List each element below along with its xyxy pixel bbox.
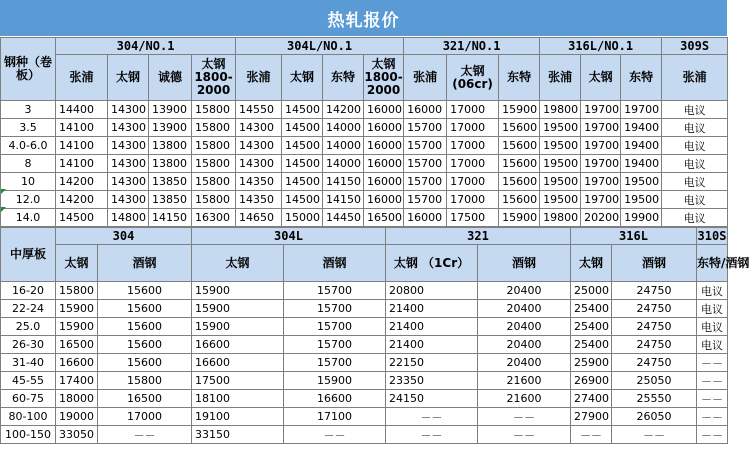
plate-mill-header: 东特/酒钢 [697,245,728,282]
plate-table-row [1,282,728,300]
price-cell: 15600 [98,336,192,354]
price-cell: 17100 [284,408,386,426]
price-cell: －－ [478,426,571,444]
plate-grade-header: 316L [571,228,697,245]
price-cell: 20400 [478,282,571,300]
plate-grade-header: 304 [56,228,192,245]
plate-table-row [1,372,728,390]
price-cell: 19500 [540,137,581,155]
price-cell: 16600 [192,336,284,354]
price-cell: 15700 [284,354,386,372]
plate-table-row [1,426,728,444]
coil-table-row [1,101,728,119]
price-cell: 18000 [56,390,98,408]
price-cell: 17000 [447,191,499,209]
price-cell: 14150 [323,173,364,191]
price-cell: 15600 [98,318,192,336]
coil-grade-header: 304L/NO.1 [236,38,404,55]
coil-grade-header: 304/NO.1 [56,38,236,55]
price-cell: 15800 [192,191,236,209]
price-cell: 16600 [284,390,386,408]
price-cell: 21600 [478,390,571,408]
price-cell: －－ [697,408,728,426]
price-cell: 15600 [499,155,540,173]
price-cell: 20800 [386,282,478,300]
coil-mill-header: 太钢 [108,55,149,101]
price-cell: 14100 [56,137,108,155]
price-cell: 13800 [149,137,192,155]
plate-table-row [1,318,728,336]
price-cell: 15900 [192,282,284,300]
plate-table-row [1,354,728,372]
price-cell: 电议 [697,300,728,318]
price-cell: 19500 [540,155,581,173]
coil-mill-header: 太钢 1800-2000 [192,55,236,101]
price-cell: 14350 [236,173,282,191]
plate-mill-header: 太钢 [571,245,612,282]
price-cell: 26050 [612,408,697,426]
price-cell: 19800 [540,209,581,227]
cell-note-marker [1,189,6,194]
price-cell: 15900 [56,318,98,336]
price-cell: －－ [697,426,728,444]
price-cell: 24750 [612,300,697,318]
price-cell: 15700 [284,336,386,354]
row-spec-cell: 10 [1,173,56,191]
row-spec-cell: 26-30 [1,336,56,354]
price-cell: 16000 [364,173,404,191]
price-cell: 19700 [581,155,621,173]
price-cell: 14150 [149,209,192,227]
price-cell: 24750 [612,354,697,372]
price-cell: 16000 [364,119,404,137]
price-cell: 13800 [149,155,192,173]
price-cell: 24750 [612,282,697,300]
price-cell: 15900 [499,101,540,119]
price-cell: 15700 [404,155,447,173]
price-cell: 19700 [581,173,621,191]
plate-mill-header: 酒钢 [478,245,571,282]
price-cell: 15800 [56,282,98,300]
price-cell: 16300 [192,209,236,227]
coil-table-body [1,101,728,227]
plate-table-row [1,300,728,318]
price-cell: 21400 [386,336,478,354]
price-cell: 17000 [447,101,499,119]
price-cell: 16000 [364,101,404,119]
price-cell: －－ [478,408,571,426]
price-cell: 19400 [621,155,662,173]
price-cell: 16000 [404,101,447,119]
coil-mill-header-row [1,55,728,101]
coil-mill-header: 张浦 [662,55,728,101]
price-cell: 15800 [192,155,236,173]
price-cell: 19700 [581,191,621,209]
price-cell: 19100 [192,408,284,426]
coil-table-row [1,155,728,173]
coil-mill-header: 张浦 [56,55,108,101]
price-cell: 20200 [581,209,621,227]
coil-mill-header: 太钢 1800-2000 [364,55,404,101]
price-cell: 24750 [612,318,697,336]
price-cell: 15700 [284,318,386,336]
coil-grade-header: 316L/NO.1 [540,38,662,55]
price-cell: 13900 [149,119,192,137]
price-cell: 16500 [98,390,192,408]
coil-price-table [0,37,728,227]
price-cell: 17500 [192,372,284,390]
price-cell: 14550 [236,101,282,119]
price-cell: －－ [571,426,612,444]
price-cell: 26900 [571,372,612,390]
plate-mill-header: 酒钢 [98,245,192,282]
price-cell: 电议 [662,173,728,191]
price-cell: 14500 [282,119,323,137]
price-cell: 15700 [404,119,447,137]
plate-mill-header: 太钢 [56,245,98,282]
row-spec-cell: 31-40 [1,354,56,372]
coil-table-row [1,209,728,227]
row-spec-cell: 16-20 [1,282,56,300]
price-cell: 24750 [612,336,697,354]
price-cell: 15700 [404,173,447,191]
price-cell: 电议 [662,191,728,209]
price-cell: 19700 [581,119,621,137]
price-cell: 33150 [192,426,284,444]
price-cell: 21400 [386,318,478,336]
price-cell: 14500 [282,173,323,191]
price-cell: 14300 [108,155,149,173]
price-cell: 17000 [98,408,192,426]
price-cell: 14300 [108,101,149,119]
price-cell: 16000 [364,137,404,155]
price-cell: 14300 [236,137,282,155]
price-cell: 33050 [56,426,98,444]
plate-grade-header-row [1,228,728,245]
price-cell: 14300 [108,137,149,155]
price-cell: 20400 [478,354,571,372]
price-cell: －－ [612,426,697,444]
price-cell: 19800 [540,101,581,119]
coil-mill-header: 张浦 [236,55,282,101]
row-spec-cell: 22-24 [1,300,56,318]
price-cell: 电议 [662,119,728,137]
title-bar [0,0,727,36]
price-cell: 18100 [192,390,284,408]
price-cell: 15900 [56,300,98,318]
row-spec-cell: 4.0-6.0 [1,137,56,155]
price-cell: 25400 [571,318,612,336]
coil-table-row [1,191,728,209]
price-cell: 25550 [612,390,697,408]
price-cell: 14300 [108,191,149,209]
plate-table-row [1,408,728,426]
price-cell: －－ [98,426,192,444]
price-cell: 14100 [56,155,108,173]
price-cell: 20400 [478,300,571,318]
price-cell: 17000 [447,137,499,155]
price-cell: 14100 [56,119,108,137]
price-cell: 14300 [108,119,149,137]
row-spec-cell: 100-150 [1,426,56,444]
plate-mill-header: 太钢 [192,245,284,282]
price-cell: 17400 [56,372,98,390]
price-cell: 14500 [282,101,323,119]
price-cell: 13850 [149,173,192,191]
price-cell: 14650 [236,209,282,227]
price-cell: 电议 [662,137,728,155]
price-cell: －－ [697,354,728,372]
price-cell: 27900 [571,408,612,426]
coil-grade-header: 309S [662,38,728,55]
price-cell: 15600 [499,173,540,191]
coil-mill-header: 张浦 [540,55,581,101]
price-cell: 15700 [404,191,447,209]
price-cell: 15900 [499,209,540,227]
price-cell: 27400 [571,390,612,408]
plate-table-body [1,282,728,444]
coil-spec-header: 钢种（卷板） [1,38,56,101]
plate-spec-header: 中厚板 [1,228,56,282]
row-spec-cell: 14.0 [1,209,56,227]
price-cell: 19500 [621,173,662,191]
price-cell: 15800 [192,173,236,191]
price-cell: －－ [386,426,478,444]
row-spec-cell: 45-55 [1,372,56,390]
price-cell: 19400 [621,137,662,155]
price-cell: 电议 [697,282,728,300]
price-cell: 23350 [386,372,478,390]
price-cell: 16600 [56,354,98,372]
price-cell: 15800 [192,101,236,119]
plate-grade-header: 310S [697,228,727,243]
plate-mill-header: 太钢 （1Cr） [386,245,478,282]
price-cell: 17000 [447,119,499,137]
price-cell: 25400 [571,300,612,318]
price-cell: 15600 [499,137,540,155]
price-cell: 13900 [149,101,192,119]
coil-mill-header: 张浦 [404,55,447,101]
price-cell: 25400 [571,336,612,354]
plate-mill-header-row [1,245,728,282]
plate-grade-header: 304L [192,228,386,245]
price-cell: 20400 [478,336,571,354]
row-spec-cell: 8 [1,155,56,173]
price-cell: 16500 [56,336,98,354]
price-cell: 14300 [108,173,149,191]
row-spec-cell: 60-75 [1,390,56,408]
coil-mill-header: 东特 [499,55,540,101]
row-spec-cell: 80-100 [1,408,56,426]
price-cell: 15700 [404,137,447,155]
row-spec-cell: 12.0 [1,191,56,209]
plate-price-table [0,227,749,444]
price-cell: 17000 [447,173,499,191]
price-cell: 15700 [284,282,386,300]
coil-table-row [1,119,728,137]
price-cell: 19500 [621,191,662,209]
price-cell: 15700 [284,300,386,318]
price-cell: 15600 [499,119,540,137]
price-cell: 21600 [478,372,571,390]
coil-table-row [1,137,728,155]
price-cell: 电议 [697,336,728,354]
coil-grade-header-row [1,38,728,55]
price-cell: 15900 [192,300,284,318]
price-cell: 15900 [284,372,386,390]
price-cell: 19500 [540,173,581,191]
price-cell: 15600 [499,191,540,209]
plate-table-row [1,336,728,354]
price-cell: 14500 [282,137,323,155]
price-cell: 19500 [540,191,581,209]
price-cell: 15800 [192,137,236,155]
price-cell: 20400 [478,318,571,336]
price-cell: 17500 [447,209,499,227]
price-cell: －－ [386,408,478,426]
price-cell: 19700 [581,101,621,119]
coil-mill-header: 东特 [621,55,662,101]
price-cell: 14500 [56,209,108,227]
price-cell: 15600 [98,354,192,372]
price-cell: 电议 [662,101,728,119]
price-cell: 14300 [236,119,282,137]
price-cell: 17000 [447,155,499,173]
price-cell: －－ [697,390,728,408]
price-cell: 14300 [236,155,282,173]
price-cell: 14000 [323,119,364,137]
price-cell: 14150 [323,191,364,209]
price-cell: 15600 [98,282,192,300]
price-cell: 24150 [386,390,478,408]
price-cell: 19900 [621,209,662,227]
price-cell: 电议 [662,155,728,173]
price-cell: 14450 [323,209,364,227]
price-cell: 14800 [108,209,149,227]
price-cell: 14000 [323,137,364,155]
sheet-title: 热轧报价 [327,10,400,31]
price-cell: 13850 [149,191,192,209]
price-cell: 25900 [571,354,612,372]
plate-grade-header: 321 [386,228,571,245]
price-cell: 19700 [621,101,662,119]
price-cell: 14500 [282,191,323,209]
price-cell: 19400 [621,119,662,137]
price-cell: 15800 [192,119,236,137]
coil-mill-header: 太钢 (06cr) [447,55,499,101]
plate-table-row [1,390,728,408]
cell-note-marker [1,207,6,212]
price-cell: 21400 [386,300,478,318]
price-cell: 15800 [98,372,192,390]
price-cell: 16500 [364,209,404,227]
price-cell: 14200 [56,191,108,209]
coil-mill-header: 东特 [323,55,364,101]
price-cell: 14400 [56,101,108,119]
price-cell: 14000 [323,155,364,173]
price-cell: 16600 [192,354,284,372]
price-cell: 19500 [540,119,581,137]
coil-mill-header: 太钢 [282,55,323,101]
price-cell: 14350 [236,191,282,209]
price-cell: 电议 [662,209,728,227]
price-cell: 16000 [364,191,404,209]
price-cell: 15000 [282,209,323,227]
coil-mill-header: 太钢 [581,55,621,101]
price-cell: 22150 [386,354,478,372]
row-spec-cell: 3 [1,101,56,119]
row-spec-cell: 25.0 [1,318,56,336]
price-cell: －－ [284,426,386,444]
price-cell: 14500 [282,155,323,173]
coil-grade-header: 321/NO.1 [404,38,540,55]
row-spec-cell: 3.5 [1,119,56,137]
price-cell: 电议 [697,318,728,336]
price-cell: 19700 [581,137,621,155]
price-cell: 15600 [98,300,192,318]
price-cell: 16000 [404,209,447,227]
coil-mill-header: 诚德 [149,55,192,101]
plate-mill-header: 酒钢 [284,245,386,282]
coil-table-row [1,173,728,191]
price-cell: －－ [697,372,728,390]
price-cell: 25000 [571,282,612,300]
plate-mill-header: 酒钢 [612,245,697,282]
price-cell: 14200 [323,101,364,119]
price-cell: 16000 [364,155,404,173]
price-cell: 25050 [612,372,697,390]
price-cell: 19000 [56,408,98,426]
price-cell: 15900 [192,318,284,336]
price-cell: 14200 [56,173,108,191]
